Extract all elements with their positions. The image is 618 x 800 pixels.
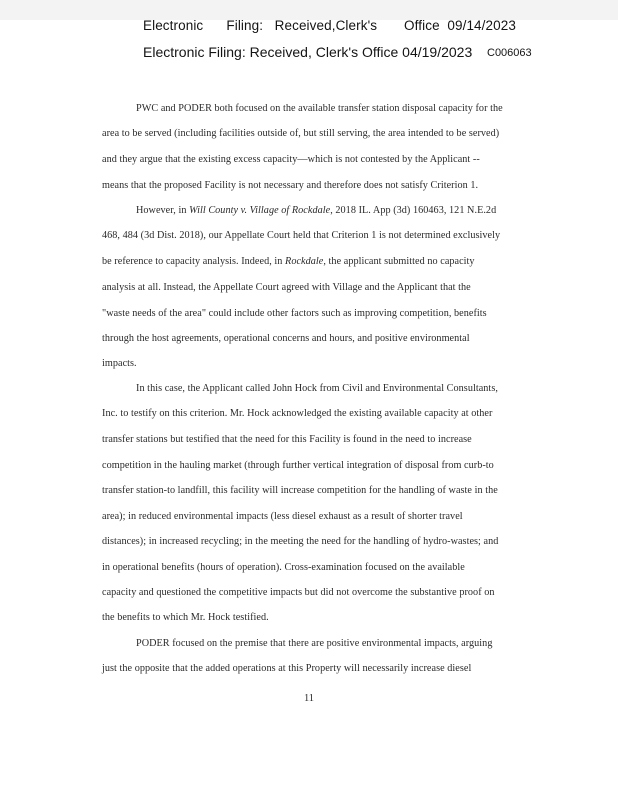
paragraph-3-line: competition in the hauling market (through further vertical integration of disposal from curb-to xyxy=(102,460,494,471)
filing-stamp-top: Electronic Filing: Received,Clerk's Office 09/14/2023 xyxy=(143,18,516,33)
paragraph-3-line: In this case, the Applicant called John Hock from Civil and Environmental Consultants, xyxy=(136,383,498,394)
paragraph-1-line: and they argue that the existing excess capacity—which is not contested by the Applicant -- xyxy=(102,154,480,165)
page-number: 11 xyxy=(303,693,315,704)
paragraph-2-line: analysis at all. Instead, the Appellate Court agreed with Village and the Applicant that the xyxy=(102,282,471,293)
paragraph-2-line: However, in Will County v. Village of Rockdale, 2018 IL. App (3d) 160463, 121 N.E.2d xyxy=(136,205,497,216)
case-citation: Rockdale xyxy=(285,256,324,267)
paragraph-2-line: "waste needs of the area" could include other factors such as improving competition, benefits xyxy=(102,308,487,319)
paragraph-2-line: through the host agreements, operational concerns and hours, and positive environmental xyxy=(102,333,470,344)
document-code: C006063 xyxy=(487,47,532,59)
paragraph-1-line: means that the proposed Facility is not necessary and therefore does not satisfy Criterion 1. xyxy=(102,180,479,191)
paragraph-3-line: capacity and questioned the competitive impacts but did not overcome the substantive proof on xyxy=(102,587,495,598)
paragraph-2-line: 468, 484 (3d Dist. 2018), our Appellate Court held that Criterion 1 is not determined exclusively xyxy=(102,230,501,241)
paragraph-3-line: distances); in increased recycling; in the meeting the need for the handling of hydro-wastes; and xyxy=(102,536,499,547)
paragraph-3-line: in operational benefits (hours of operation). Cross-examination focused on the available xyxy=(102,562,465,573)
paragraph-3-line: transfer stations but testified that the need for this Facility is found in the need to increase xyxy=(102,434,472,445)
paragraph-4-line: PODER focused on the premise that there are positive environmental impacts, arguing xyxy=(136,638,493,649)
paragraph-3-line: area); in reduced environmental impacts (less diesel exhaust as a result of shorter travel xyxy=(102,511,463,522)
paragraph-2-line: be reference to capacity analysis. Indeed, in Rockdale, the applicant submitted no capacity xyxy=(102,256,475,267)
filing-stamp-second: Electronic Filing: Received, Clerk's Office 04/19/2023 xyxy=(143,44,473,60)
paragraph-3-line: transfer station-to landfill, this facility will increase competition for the handling of waste in the xyxy=(102,485,498,496)
paragraph-2-line: impacts. xyxy=(102,358,137,369)
scan-top-strip xyxy=(0,0,618,20)
paragraph-1-line: area to be served (including facilities outside of, but still serving, the area intended to be served) xyxy=(102,128,500,139)
paragraph-1-line: PWC and PODER both focused on the available transfer station disposal capacity for the xyxy=(136,103,503,114)
paragraph-3-line: the benefits to which Mr. Hock testified. xyxy=(102,612,269,623)
paragraph-4-line: just the opposite that the added operations at this Property will necessarily increase diesel xyxy=(102,663,472,674)
case-citation: Will County v. Village of Rockdale xyxy=(189,205,331,216)
paragraph-3-line: Inc. to testify on this criterion. Mr. Hock acknowledged the existing available capacity at other xyxy=(102,408,493,419)
